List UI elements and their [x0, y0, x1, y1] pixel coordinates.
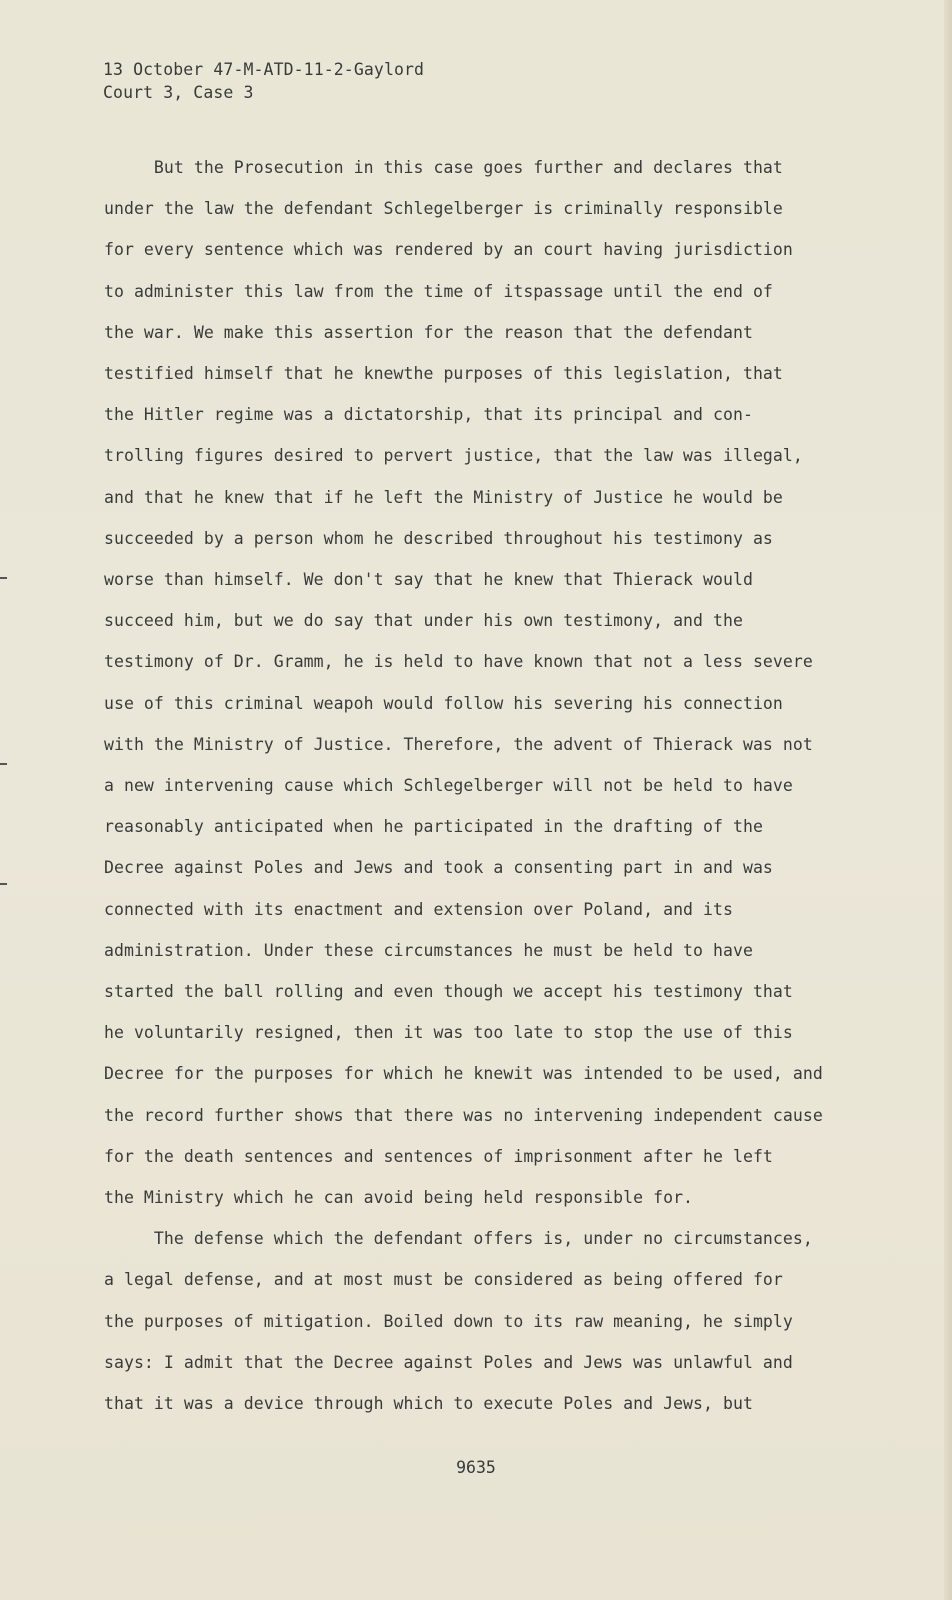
body-text-line: for every sentence which was rendered by an court having jurisdiction — [104, 240, 793, 260]
margin-mark — [0, 577, 7, 579]
body-text-line: with the Ministry of Justice. Therefore, the advent of Thierack was not — [104, 734, 813, 754]
margin-mark — [0, 883, 7, 885]
document-header — [103, 58, 424, 104]
body-text-line: the Ministry which he can avoid being held responsible for. — [104, 1188, 694, 1207]
page-edge-shadow — [944, 0, 952, 1600]
body-text-line: a legal defense, and at most must be considered as being offered for — [104, 1270, 783, 1290]
header-line-court-case: Court 3, Case 3 — [103, 83, 254, 102]
body-text-line: worse than himself. We don't say that he knew that Thierack would — [104, 570, 753, 589]
body-text-line: that it was a device through which to execute Poles and Jews, but — [104, 1394, 753, 1413]
header-line-date-reference: 13 October 47-M-ATD-11-2-Gaylord — [103, 60, 425, 79]
body-text-line: to administer this law from the time of itspassage until the end of — [104, 281, 773, 301]
body-text-line: succeed him, but we do say that under his own testimony, and the — [104, 611, 743, 631]
body-text-line: trolling figures desired to pervert justice, that the law was illegal, — [104, 446, 803, 466]
body-text-line: the war. We make this assertion for the reason that the defendant — [104, 322, 753, 342]
page-number: 9635 — [456, 1458, 496, 1477]
body-text-line: the Hitler regime was a dictatorship, that its principal and con- — [104, 405, 753, 425]
body-text-line: and that he knew that if he left the Ministry of Justice he would be — [104, 487, 783, 507]
body-text-line: says: I admit that the Decree against Poles and Jews was unlawful and — [104, 1352, 793, 1372]
margin-mark — [0, 763, 7, 765]
body-text-line: connected with its enactment and extension over Poland, and its — [104, 899, 733, 919]
body-text-line: he voluntarily resigned, then it was too late to stop the use of this — [104, 1023, 793, 1043]
body-text-line: testimony of Dr. Gramm, he is held to have known that not a less severe — [104, 652, 813, 672]
body-text-line: reasonably anticipated when he participated in the drafting of the — [104, 817, 763, 837]
body-text-line: succeeded by a person whom he described throughout his testimony as — [104, 528, 773, 548]
body-text-line: use of this criminal weapoh would follow his severing his connection — [104, 693, 783, 713]
body-text-line: started the ball rolling and even though we accept his testimony that — [104, 982, 793, 1001]
body-text-line: Decree for the purposes for which he knewit was intended to be used, and — [104, 1064, 823, 1084]
body-text-line: under the law the defendant Schlegelberger is criminally responsible — [104, 199, 783, 219]
body-text-line: the purposes of mitigation. Boiled down to its raw meaning, he simply — [104, 1311, 793, 1331]
body-text-line: The defense which the defendant offers is, under no circumstances, — [104, 1229, 813, 1249]
body-text-line: for the death sentences and sentences of imprisonment after he left — [104, 1146, 773, 1166]
body-text-line: a new intervening cause which Schlegelberger will not be held to have — [104, 776, 793, 795]
body-text-line: the record further shows that there was no intervening independent cause — [104, 1105, 823, 1125]
body-text-line: Decree against Poles and Jews and took a consenting part in and was — [104, 858, 773, 878]
body-text-line: But the Prosecution in this case goes further and declares that — [104, 158, 783, 177]
body-text-line: testified himself that he knewthe purposes of this legislation, that — [104, 364, 783, 383]
body-text-line: administration. Under these circumstances he must be held to have — [104, 940, 753, 960]
